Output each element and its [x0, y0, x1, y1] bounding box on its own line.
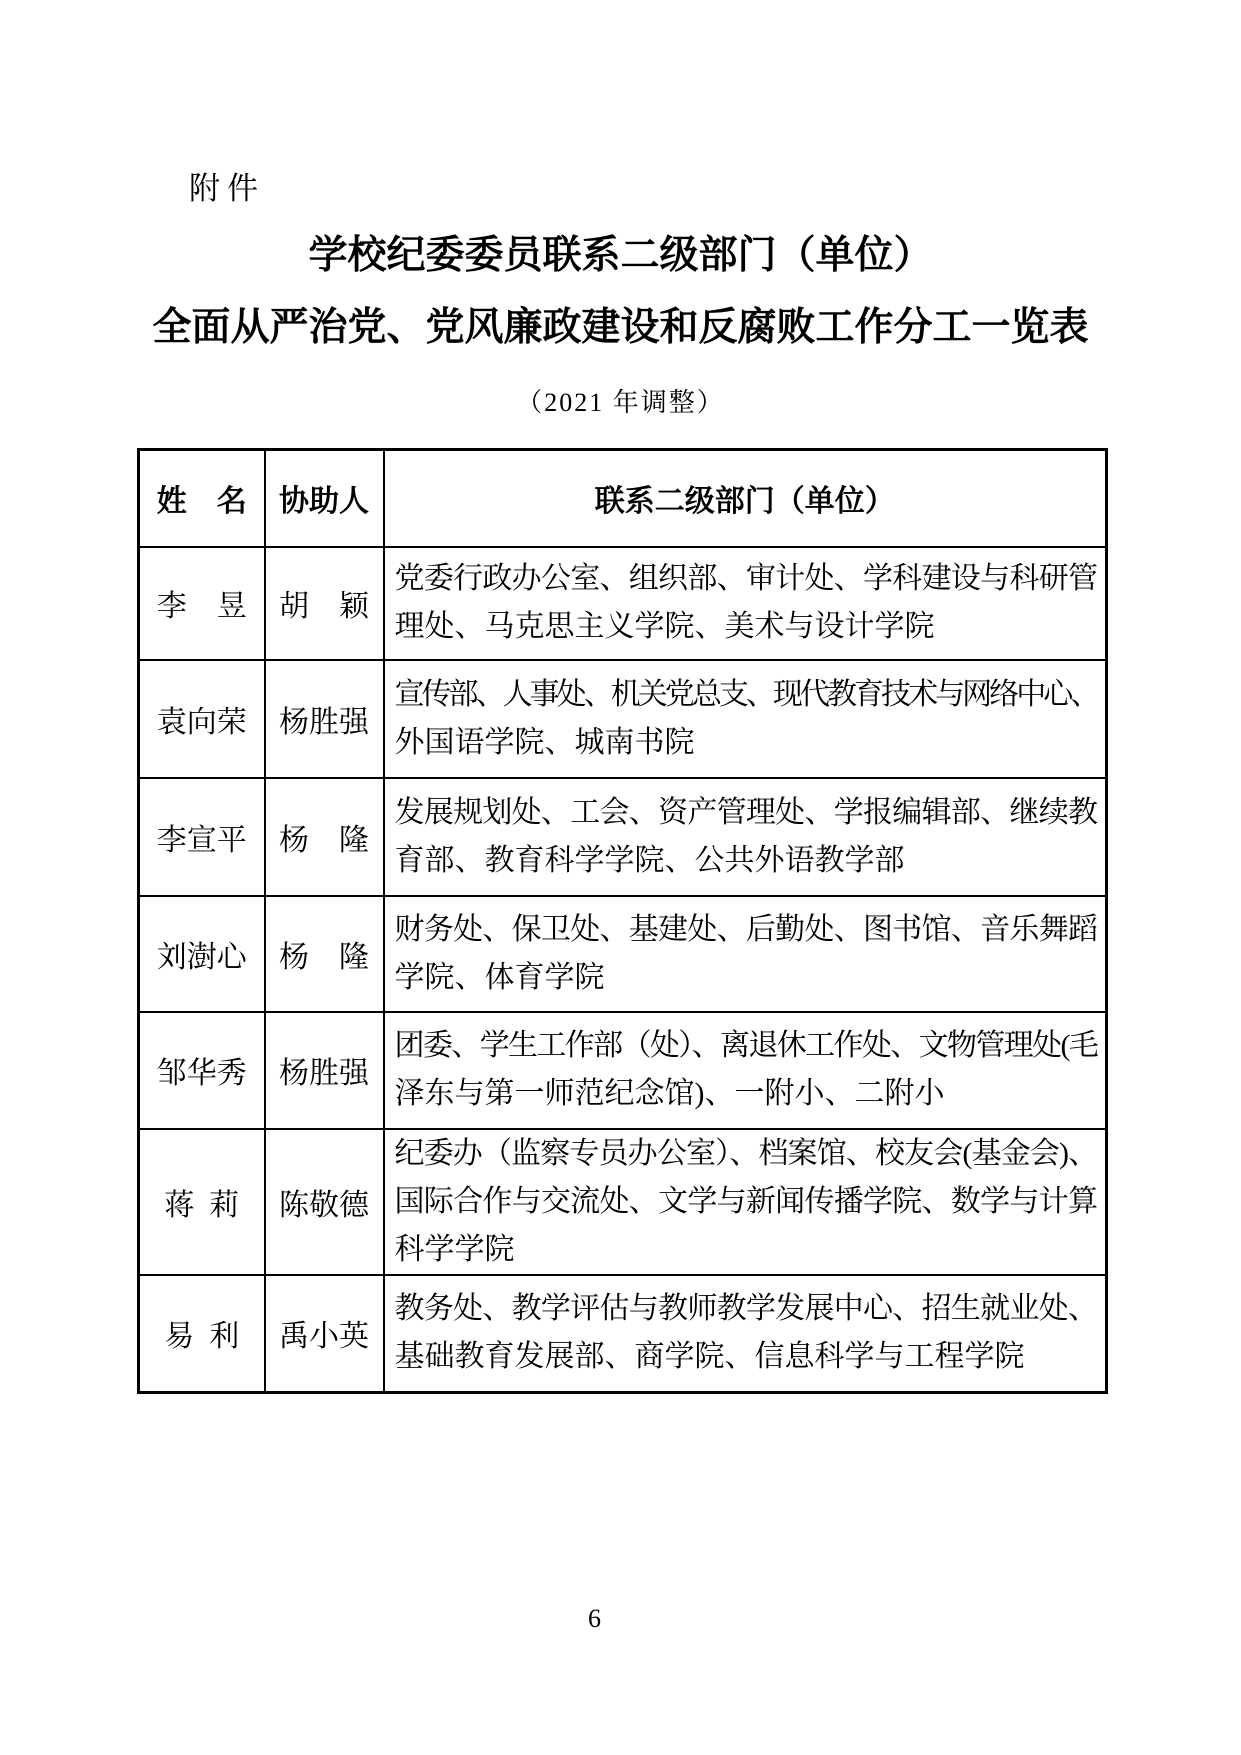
department-line: 学院、体育学院	[394, 960, 605, 994]
department-line: 财务处、保卫处、基建处、后勤处、图书馆、音乐舞蹈	[394, 912, 1097, 946]
committee-member-name: 邹华秀	[139, 1012, 265, 1129]
assignments-table	[137, 448, 1108, 1394]
department-line: 泽东与第一师范纪念馆)、一附小、二附小	[394, 1077, 945, 1110]
department-line: 国际合作与交流处、文学与新闻传播学院、数学与计算	[394, 1184, 1097, 1218]
table-row	[139, 547, 1107, 660]
table-row	[139, 660, 1107, 778]
committee-member-name: 李宣平	[139, 778, 265, 896]
table-row	[139, 1129, 1107, 1275]
document-title-line2: 全面从严治党、党风廉政建设和反腐败工作分工一览表	[152, 306, 1089, 349]
department-line: 科学学院	[394, 1232, 515, 1266]
table-row	[139, 1275, 1107, 1393]
header-assistant: 协助人	[265, 450, 384, 547]
assistant-name: 杨胜强	[265, 660, 384, 778]
departments-cell	[384, 547, 1107, 660]
revision-note: （2021 年调整）	[516, 388, 725, 417]
assistant-name: 陈敬德	[265, 1129, 384, 1275]
committee-member-name: 刘澍心	[139, 896, 265, 1012]
department-line: 发展规划处、工会、资产管理处、学报编辑部、继续教	[394, 795, 1097, 829]
department-line: 宣传部、人事处、机关党总支、现代教育技术与网络中心、	[394, 677, 1097, 711]
departments-cell	[384, 1129, 1107, 1275]
page-number: 6	[588, 1604, 601, 1633]
department-line: 基础教育发展部、商学院、信息科学与工程学院	[394, 1340, 1025, 1374]
table-row	[139, 1012, 1107, 1129]
assistant-name: 胡 颖	[265, 547, 384, 660]
header-name: 姓 名	[139, 450, 265, 547]
committee-member-name: 蒋 莉	[139, 1129, 265, 1275]
table-row	[139, 896, 1107, 1012]
committee-member-name: 李 昱	[139, 547, 265, 660]
committee-member-name: 易 利	[139, 1275, 265, 1393]
assistant-name: 杨胜强	[265, 1012, 384, 1129]
assistant-name: 禹小英	[265, 1275, 384, 1393]
table-header-row	[139, 450, 1107, 547]
document-title-line1: 学校纪委委员联系二级部门（单位）	[308, 234, 933, 277]
departments-cell	[384, 1012, 1107, 1129]
table-row	[139, 778, 1107, 896]
department-line: 理处、马克思主义学院、美术与设计学院	[394, 610, 935, 643]
department-line: 育部、教育科学学院、公共外语教学部	[394, 843, 905, 877]
department-line: 团委、学生工作部（处）、离退休工作处、文物管理处(毛	[394, 1029, 1097, 1062]
attachment-label: 附件	[189, 171, 265, 206]
departments-cell	[384, 1275, 1107, 1393]
assistant-name: 杨 隆	[265, 778, 384, 896]
department-line: 外国语学院、城南书院	[394, 725, 695, 759]
header-departments: 联系二级部门（单位）	[384, 450, 1107, 547]
assistant-name: 杨 隆	[265, 896, 384, 1012]
departments-cell	[384, 778, 1107, 896]
department-line: 党委行政办公室、组织部、审计处、学科建设与科研管	[394, 562, 1097, 595]
committee-member-name: 袁向荣	[139, 660, 265, 778]
departments-cell	[384, 660, 1107, 778]
department-line: 教务处、教学评估与教师教学发展中心、招生就业处、	[394, 1292, 1097, 1326]
departments-cell	[384, 896, 1107, 1012]
department-line: 纪委办（监察专员办公室）、档案馆、校友会(基金会)、	[394, 1136, 1097, 1170]
